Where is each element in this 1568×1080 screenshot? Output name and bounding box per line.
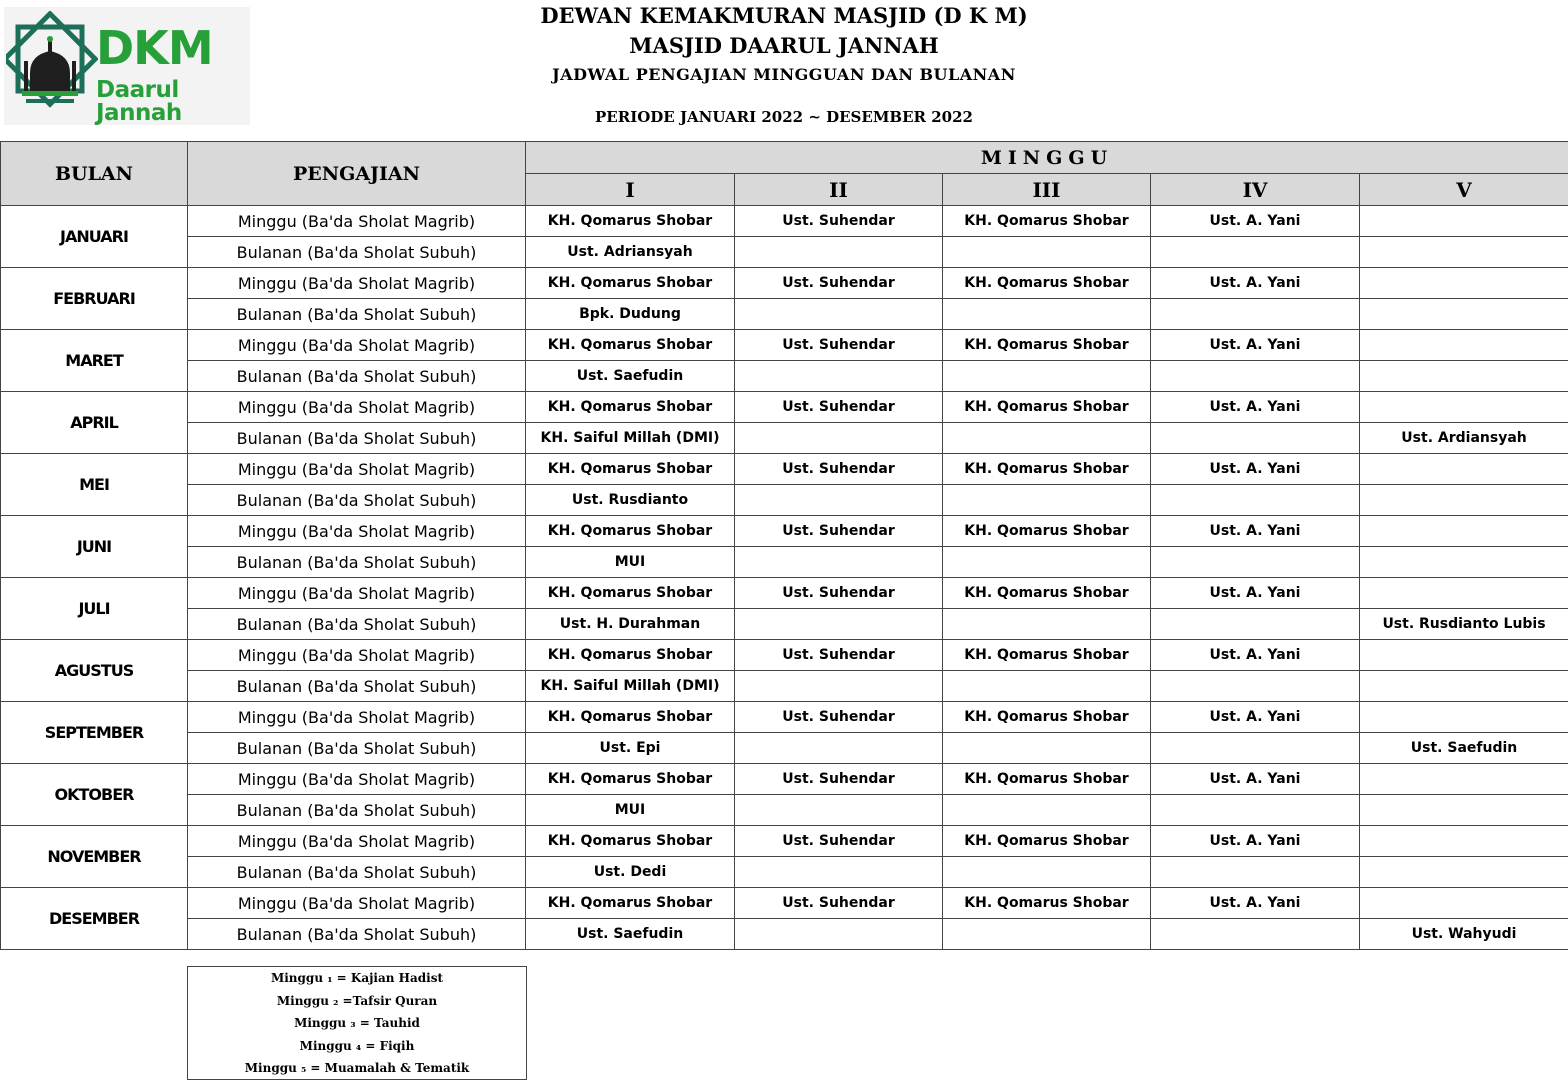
- table-row: [1, 733, 1568, 764]
- speaker-cell: [1151, 361, 1360, 392]
- pengajian-cell: Bulanan (Ba'da Sholat Subuh): [188, 547, 526, 578]
- speaker-cell: [1360, 361, 1568, 392]
- speaker-cell: KH. Qomarus Shobar: [526, 268, 735, 299]
- speaker-cell: Ust. Suhendar: [735, 578, 943, 609]
- pengajian-cell: Minggu (Ba'da Sholat Magrib): [188, 516, 526, 547]
- speaker-cell: KH. Qomarus Shobar: [943, 702, 1151, 733]
- pengajian-cell: Bulanan (Ba'da Sholat Subuh): [188, 485, 526, 516]
- speaker-cell: Ust. Saefudin: [1360, 733, 1568, 764]
- legend-box: [187, 966, 527, 1080]
- header-week-4: IV: [1151, 174, 1360, 206]
- schedule-body: [1, 206, 1568, 950]
- table-row: [1, 299, 1568, 330]
- speaker-cell: [943, 361, 1151, 392]
- pengajian-cell: Bulanan (Ba'da Sholat Subuh): [188, 299, 526, 330]
- speaker-cell: [1360, 578, 1568, 609]
- table-row: [1, 795, 1568, 826]
- legend-item: Minggu ₂ =Tafsir Quran: [276, 993, 438, 1008]
- speaker-cell: [1360, 330, 1568, 361]
- pengajian-cell: Bulanan (Ba'da Sholat Subuh): [188, 733, 526, 764]
- table-row: [1, 609, 1568, 640]
- speaker-cell: Ust. Rusdianto Lubis: [1360, 609, 1568, 640]
- speaker-cell: KH. Qomarus Shobar: [526, 330, 735, 361]
- pengajian-cell: Bulanan (Ba'da Sholat Subuh): [188, 361, 526, 392]
- speaker-cell: [1151, 671, 1360, 702]
- month-cell: APRIL: [1, 392, 188, 454]
- speaker-cell: Ust. Suhendar: [735, 640, 943, 671]
- speaker-cell: KH. Qomarus Shobar: [943, 764, 1151, 795]
- month-cell: MEI: [1, 454, 188, 516]
- speaker-cell: [1360, 671, 1568, 702]
- speaker-cell: [1360, 454, 1568, 485]
- month-cell: OKTOBER: [1, 764, 188, 826]
- legend-item: Minggu ₁ = Kajian Hadist: [270, 971, 444, 985]
- month-cell: SEPTEMBER: [1, 702, 188, 764]
- speaker-cell: [1151, 733, 1360, 764]
- speaker-cell: Ust. Suhendar: [735, 206, 943, 237]
- pengajian-cell: Minggu (Ba'da Sholat Magrib): [188, 702, 526, 733]
- table-row: [1, 702, 1568, 733]
- pengajian-cell: Minggu (Ba'da Sholat Magrib): [188, 454, 526, 485]
- speaker-cell: [735, 237, 943, 268]
- legend-item: Minggu ₄ = Fiqih: [299, 1038, 415, 1053]
- speaker-cell: Ust. Saefudin: [526, 361, 735, 392]
- dkm-logo: [4, 7, 250, 125]
- speaker-cell: [943, 299, 1151, 330]
- speaker-cell: KH. Qomarus Shobar: [526, 826, 735, 857]
- speaker-cell: [735, 485, 943, 516]
- speaker-cell: KH. Qomarus Shobar: [943, 454, 1151, 485]
- pengajian-cell: Bulanan (Ba'da Sholat Subuh): [188, 423, 526, 454]
- speaker-cell: [943, 733, 1151, 764]
- pengajian-cell: Minggu (Ba'da Sholat Magrib): [188, 888, 526, 919]
- speaker-cell: [735, 733, 943, 764]
- speaker-cell: [1360, 299, 1568, 330]
- logo-text-name: Daarul Jannah: [96, 77, 182, 126]
- speaker-cell: [943, 485, 1151, 516]
- speaker-cell: Ust. A. Yani: [1151, 516, 1360, 547]
- table-row: [1, 516, 1568, 547]
- speaker-cell: Ust. Suhendar: [735, 764, 943, 795]
- speaker-cell: [1151, 485, 1360, 516]
- table-row: [1, 237, 1568, 268]
- header-minggu: MINGGU: [526, 142, 1568, 174]
- speaker-cell: Ust. Suhendar: [735, 330, 943, 361]
- header-week-5: V: [1360, 174, 1568, 206]
- table-row: [1, 423, 1568, 454]
- speaker-cell: Ust. H. Durahman: [526, 609, 735, 640]
- pengajian-cell: Bulanan (Ba'da Sholat Subuh): [188, 609, 526, 640]
- speaker-cell: Ust. Suhendar: [735, 268, 943, 299]
- month-cell: FEBRUARI: [1, 268, 188, 330]
- speaker-cell: [1360, 640, 1568, 671]
- mosque-star-icon: [6, 11, 98, 123]
- table-row: [1, 919, 1568, 950]
- speaker-cell: [735, 547, 943, 578]
- speaker-cell: [1360, 206, 1568, 237]
- speaker-cell: MUI: [526, 547, 735, 578]
- pengajian-cell: Minggu (Ba'da Sholat Magrib): [188, 392, 526, 423]
- speaker-cell: [1360, 764, 1568, 795]
- header-week-3: III: [943, 174, 1151, 206]
- header-week-1: I: [526, 174, 735, 206]
- speaker-cell: [1151, 299, 1360, 330]
- speaker-cell: KH. Qomarus Shobar: [943, 330, 1151, 361]
- table-row: [1, 206, 1568, 237]
- table-row: [1, 547, 1568, 578]
- speaker-cell: [1151, 423, 1360, 454]
- speaker-cell: [1151, 237, 1360, 268]
- speaker-cell: [1360, 268, 1568, 299]
- speaker-cell: KH. Qomarus Shobar: [526, 206, 735, 237]
- month-cell: JULI: [1, 578, 188, 640]
- speaker-cell: Ust. A. Yani: [1151, 578, 1360, 609]
- header-pengajian: PENGAJIAN: [188, 142, 526, 206]
- speaker-cell: [943, 547, 1151, 578]
- speaker-cell: Ust. Suhendar: [735, 392, 943, 423]
- speaker-cell: Ust. Saefudin: [526, 919, 735, 950]
- table-row: [1, 485, 1568, 516]
- speaker-cell: KH. Qomarus Shobar: [943, 888, 1151, 919]
- speaker-cell: KH. Saiful Millah (DMI): [526, 671, 735, 702]
- logo-text-dkm: DKM: [96, 21, 213, 75]
- month-cell: JANUARI: [1, 206, 188, 268]
- speaker-cell: KH. Qomarus Shobar: [943, 392, 1151, 423]
- header-week-2: II: [735, 174, 943, 206]
- speaker-cell: [1151, 795, 1360, 826]
- subtitle-periode: PERIODE JANUARI 2022 ~ DESEMBER 2022: [595, 108, 973, 126]
- table-row: [1, 671, 1568, 702]
- speaker-cell: Ust. Dedi: [526, 857, 735, 888]
- speaker-cell: [943, 609, 1151, 640]
- pengajian-cell: Minggu (Ba'da Sholat Magrib): [188, 330, 526, 361]
- pengajian-cell: Bulanan (Ba'da Sholat Subuh): [188, 671, 526, 702]
- table-row: [1, 330, 1568, 361]
- speaker-cell: MUI: [526, 795, 735, 826]
- speaker-cell: KH. Qomarus Shobar: [526, 516, 735, 547]
- table-row: [1, 826, 1568, 857]
- pengajian-cell: Bulanan (Ba'da Sholat Subuh): [188, 857, 526, 888]
- pengajian-cell: Bulanan (Ba'da Sholat Subuh): [188, 919, 526, 950]
- speaker-cell: Ust. Epi: [526, 733, 735, 764]
- pengajian-cell: Minggu (Ba'da Sholat Magrib): [188, 640, 526, 671]
- table-row: [1, 640, 1568, 671]
- speaker-cell: [1360, 795, 1568, 826]
- speaker-cell: Ust. A. Yani: [1151, 392, 1360, 423]
- speaker-cell: Ust. A. Yani: [1151, 826, 1360, 857]
- speaker-cell: Ust. A. Yani: [1151, 206, 1360, 237]
- pengajian-cell: Minggu (Ba'da Sholat Magrib): [188, 268, 526, 299]
- speaker-cell: Ust. A. Yani: [1151, 702, 1360, 733]
- speaker-cell: KH. Saiful Millah (DMI): [526, 423, 735, 454]
- speaker-cell: Ust. Adriansyah: [526, 237, 735, 268]
- speaker-cell: Ust. Suhendar: [735, 888, 943, 919]
- speaker-cell: [1360, 392, 1568, 423]
- speaker-cell: KH. Qomarus Shobar: [526, 764, 735, 795]
- speaker-cell: Ust. Suhendar: [735, 516, 943, 547]
- speaker-cell: Ust. Suhendar: [735, 454, 943, 485]
- speaker-cell: [735, 361, 943, 392]
- speaker-cell: Bpk. Dudung: [526, 299, 735, 330]
- table-row: [1, 361, 1568, 392]
- speaker-cell: KH. Qomarus Shobar: [943, 268, 1151, 299]
- speaker-cell: Ust. A. Yani: [1151, 330, 1360, 361]
- legend-item: Minggu ₃ = Tauhid: [294, 1016, 420, 1031]
- month-cell: NOVEMBER: [1, 826, 188, 888]
- speaker-cell: [943, 423, 1151, 454]
- table-row: [1, 764, 1568, 795]
- subtitle-jadwal: JADWAL PENGAJIAN MINGGUAN DAN BULANAN: [552, 65, 1016, 84]
- speaker-cell: KH. Qomarus Shobar: [943, 826, 1151, 857]
- table-row: [1, 392, 1568, 423]
- speaker-cell: [1360, 547, 1568, 578]
- table-row: [1, 454, 1568, 485]
- speaker-cell: Ust. A. Yani: [1151, 268, 1360, 299]
- speaker-cell: [1151, 857, 1360, 888]
- speaker-cell: [1360, 237, 1568, 268]
- month-cell: DESEMBER: [1, 888, 188, 950]
- title-dkm: DEWAN KEMAKMURAN MASJID (D K M): [540, 3, 1028, 28]
- table-row: [1, 578, 1568, 609]
- pengajian-cell: Minggu (Ba'da Sholat Magrib): [188, 206, 526, 237]
- speaker-cell: [943, 919, 1151, 950]
- speaker-cell: [943, 237, 1151, 268]
- speaker-cell: KH. Qomarus Shobar: [526, 454, 735, 485]
- table-row: [1, 268, 1568, 299]
- speaker-cell: [1360, 888, 1568, 919]
- pengajian-cell: Bulanan (Ba'da Sholat Subuh): [188, 795, 526, 826]
- table-row: [1, 888, 1568, 919]
- speaker-cell: [943, 795, 1151, 826]
- speaker-cell: Ust. A. Yani: [1151, 764, 1360, 795]
- pengajian-cell: Minggu (Ba'da Sholat Magrib): [188, 764, 526, 795]
- speaker-cell: Ust. A. Yani: [1151, 888, 1360, 919]
- speaker-cell: KH. Qomarus Shobar: [526, 578, 735, 609]
- speaker-cell: [1360, 516, 1568, 547]
- speaker-cell: Ust. A. Yani: [1151, 454, 1360, 485]
- speaker-cell: [1360, 485, 1568, 516]
- speaker-cell: Ust. Rusdianto: [526, 485, 735, 516]
- month-cell: AGUSTUS: [1, 640, 188, 702]
- pengajian-cell: Minggu (Ba'da Sholat Magrib): [188, 826, 526, 857]
- speaker-cell: [735, 299, 943, 330]
- speaker-cell: [1151, 609, 1360, 640]
- speaker-cell: KH. Qomarus Shobar: [943, 578, 1151, 609]
- speaker-cell: [735, 671, 943, 702]
- speaker-cell: [943, 671, 1151, 702]
- speaker-cell: KH. Qomarus Shobar: [943, 516, 1151, 547]
- speaker-cell: Ust. Wahyudi: [1360, 919, 1568, 950]
- speaker-cell: Ust. Suhendar: [735, 702, 943, 733]
- speaker-cell: KH. Qomarus Shobar: [943, 640, 1151, 671]
- speaker-cell: [1360, 702, 1568, 733]
- speaker-cell: KH. Qomarus Shobar: [526, 888, 735, 919]
- month-cell: JUNI: [1, 516, 188, 578]
- speaker-cell: [735, 609, 943, 640]
- pengajian-cell: Minggu (Ba'da Sholat Magrib): [188, 578, 526, 609]
- legend-item: Minggu ₅ = Muamalah & Tematik: [244, 1061, 470, 1076]
- speaker-cell: [735, 857, 943, 888]
- speaker-cell: Ust. Ardiansyah: [1360, 423, 1568, 454]
- speaker-cell: [1360, 826, 1568, 857]
- title-masjid: MASJID DAARUL JANNAH: [629, 33, 939, 58]
- header-bulan: BULAN: [1, 142, 188, 206]
- speaker-cell: [1151, 919, 1360, 950]
- speaker-cell: Ust. A. Yani: [1151, 640, 1360, 671]
- speaker-cell: [943, 857, 1151, 888]
- month-cell: MARET: [1, 330, 188, 392]
- pengajian-cell: Bulanan (Ba'da Sholat Subuh): [188, 237, 526, 268]
- speaker-cell: KH. Qomarus Shobar: [943, 206, 1151, 237]
- schedule-table: [0, 141, 1568, 950]
- speaker-cell: KH. Qomarus Shobar: [526, 640, 735, 671]
- speaker-cell: [735, 919, 943, 950]
- speaker-cell: [1151, 547, 1360, 578]
- speaker-cell: [1360, 857, 1568, 888]
- speaker-cell: KH. Qomarus Shobar: [526, 392, 735, 423]
- speaker-cell: KH. Qomarus Shobar: [526, 702, 735, 733]
- speaker-cell: [735, 423, 943, 454]
- table-row: [1, 857, 1568, 888]
- speaker-cell: Ust. Suhendar: [735, 826, 943, 857]
- speaker-cell: [735, 795, 943, 826]
